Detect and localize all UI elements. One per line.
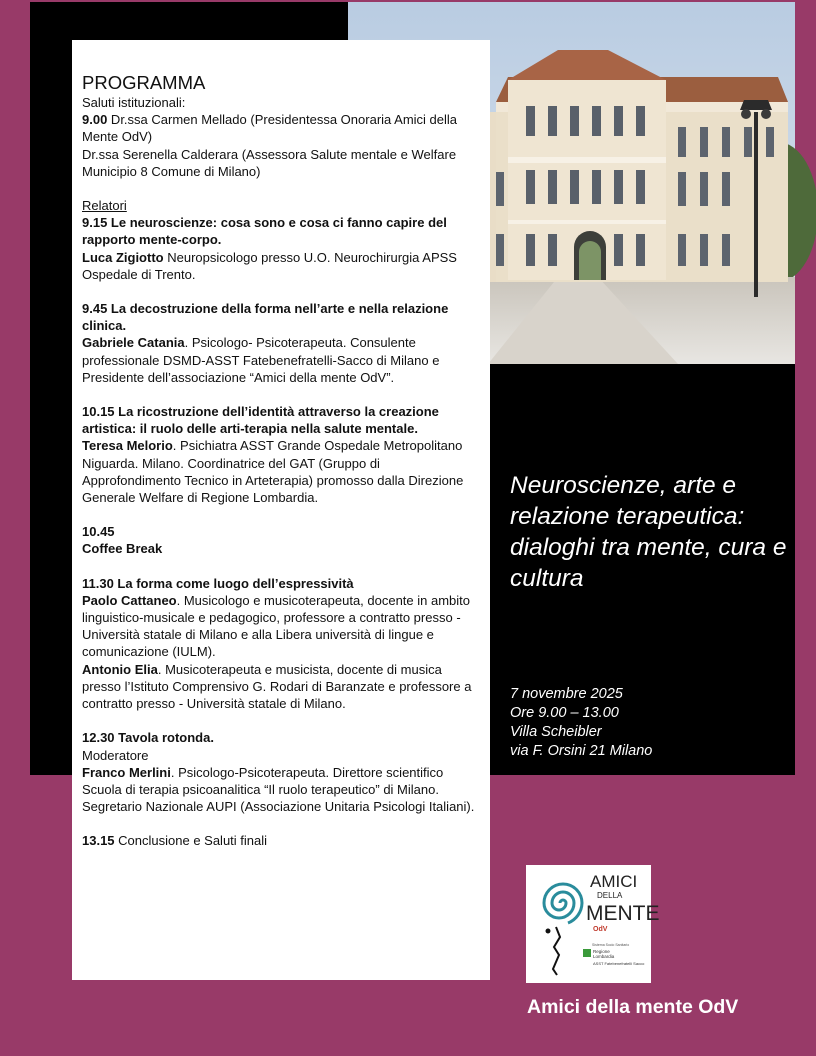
event-hours: Ore 9.00 – 13.00 [510,705,619,721]
speaker-name: Luca Zigiotto [82,249,164,265]
session-3-title: 10.15 La ricostruzione dell’identità attraverso la creazione artistica: il ruolo delle arti-terapia nella salute mentale. [82,404,439,437]
closing-time: 13.15 [82,833,115,849]
svg-text:OdV: OdV [593,926,608,933]
opening-entry [82,111,480,145]
speaker-name: Gabriele Catania [82,335,185,351]
event-date: 7 novembre 2025 [510,686,623,702]
speaker-desc: . Psicologo-Psicoterapeuta. Direttore scientifico Scuola di terapia psicoanalitica “Il ruolo terapeutico” di Milano. Segretario Nazionale AUPI (Associazione Unitaria Psicologi Italiani). [82,764,475,815]
closing-label: Conclusione e Saluti finali [114,833,268,849]
speaker-desc: . Psicologo- Psicoterapeuta. Consulente professionale DSMD-ASST Fatebenefratelli-Sacco di Milano e Presidente dell’associazione “Amici della mente OdV”. [82,335,440,385]
speaker-desc: Neuropsicologo presso U.O. Neurochirurgia APSS Ospedale di Trento. [82,249,457,282]
opening-speaker-2: Dr.ssa Serenella Calderara (Assessora Salute mentale e Welfare Municipio 8 Comune di Milano) [82,146,457,179]
face-profile-icon [553,927,560,975]
svg-text:Lombardia: Lombardia [593,954,615,959]
speaker-desc: . Musicoterapeuta e musicista, docente di musica presso l’Istituto Comprensivo G. Rodari di Baranzate e professore a contratto presso - Università statale di Milano. [82,661,472,712]
svg-text:AMICI: AMICI [590,872,638,891]
svg-text:MENTE: MENTE [586,902,660,925]
event-info [510,685,790,761]
program-heading: PROGRAMMA [82,72,206,93]
speaker-name: Paolo Cattaneo [82,592,177,608]
opening-time: 9.00 [82,112,108,128]
svg-text:Regione: Regione [593,949,610,954]
spiral-icon [544,884,582,923]
session-2-speaker [82,334,480,386]
closing-entry [82,832,480,849]
speaker-desc: . Psichiatra ASST Grande Ospedale Metropolitano Niguarda. Milano. Coordinatrice del GAT (Gruppo di Approfondimento Tecnico in Arteterapia) promosso dalla Direzione Generale Welfare di Regione Lombardia. [82,438,464,506]
relatori-label: Relatori [82,198,127,214]
speaker-name: Franco Merlini [82,764,171,780]
svg-text:DELLA: DELLA [597,891,623,900]
session-5-speaker [82,764,480,816]
session-4-speaker-1 [82,592,480,661]
svg-text:ASST Fatebenefratelli Sacco: ASST Fatebenefratelli Sacco [593,961,645,966]
moderator-label: Moderatore [82,747,149,763]
lombardia-icon [583,949,591,957]
program-panel [72,40,490,980]
association-logo [526,865,660,983]
session-2-title: 9.45 La decostruzione della forma nell’arte e nella relazione clinica. [82,301,449,334]
speaker-name: Antonio Elia [82,661,158,677]
break-time: 10.45 [82,524,115,540]
break-label: Coffee Break [82,541,163,557]
session-3-speaker [82,437,480,506]
session-5-title: 12.30 Tavola rotonda. [82,730,214,746]
session-1-title: 9.15 Le neuroscienze: cosa sono e cosa ci fanno capire del rapporto mente-corpo. [82,215,447,248]
event-title: Neuroscienze, arte e relazione terapeutica: dialoghi tra mente, cura e cultura [510,472,787,592]
event-venue: Villa Scheibler [510,724,602,740]
session-4-speaker-2 [82,661,480,713]
session-4-title: 11.30 La forma come luogo dell’espressività [82,575,354,591]
saluti-label: Saluti istituzionali: [82,95,186,110]
speaker-desc: . Musicologo e musicoterapeuta, docente in ambito linguistico-musicale e pedagogico, professore a contratto presso - Università statale di Milano e alla Libera università di lingue e comunicazione (IULM). [82,592,471,660]
speaker-name: Teresa Melorio [82,438,173,454]
svg-text:Sistema Socio Sanitario: Sistema Socio Sanitario [592,943,630,947]
organization-name: Amici della mente OdV [527,996,739,1018]
session-1-speaker [82,249,480,283]
opening-speaker-1: Dr.ssa Carmen Mellado (Presidentessa Onoraria Amici della Mente OdV) [82,112,458,145]
event-address: via F. Orsini 21 Milano [510,743,653,759]
